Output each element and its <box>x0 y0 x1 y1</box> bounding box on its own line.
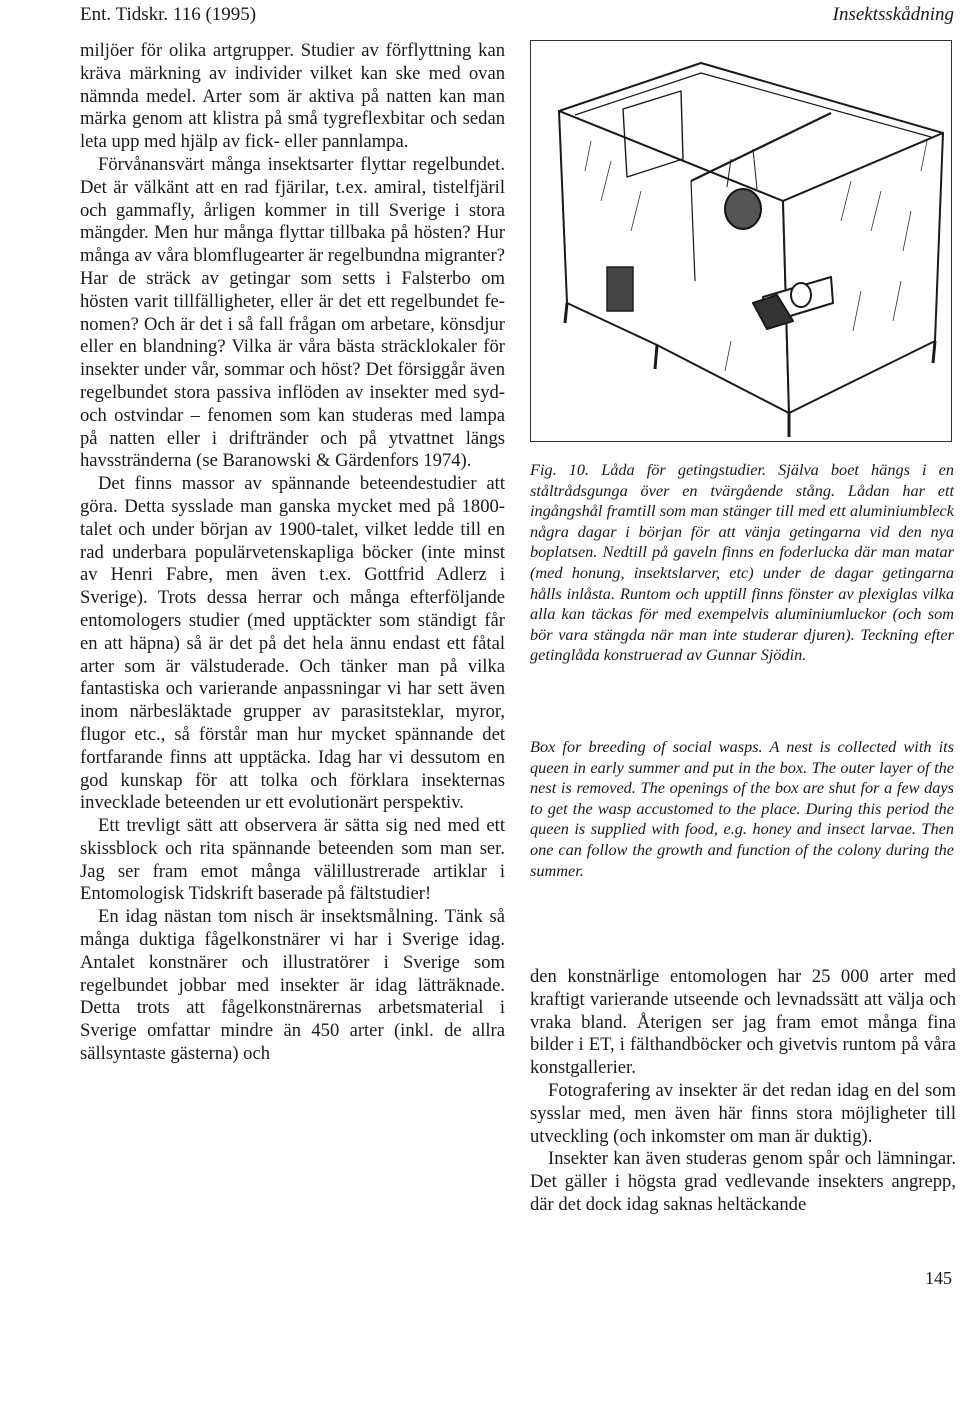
paragraph: Det finns massor av spännande beteendestudier att göra. Detta sysslade man ganska mycket med på 1800-talet och under början av 1900-talet, vilket ledde till en rad underbara populärvetenskapliga böcker (inte minst av Henri Fabre, men även t.ex. Gottfrid Adlerz i Sverige). Trots dessa herrar och många efterföljande entomologers studier (med upptäckter som ständigt får en att häpna) så är det på det hela ännu endast ett fåtal arter som är välstuderade. Och tänker man på vilka fantastiska och varierande anpassningar vi har sett även inom närbesläktade grupper av parasitsteklar, myror, flugor etc., så förstår man hur mycket spännande det fortfarande finns att upptäcka. Idag har vi dessutom en god kunskap för att tolka och förklara insekternas invecklade beteenden ur ett evolutionärt perspektiv. <box>80 473 505 814</box>
right-column <box>530 966 956 1217</box>
paragraph: Fotografering av insekter är det redan idag en del som sysslar med, men även här finns stora möjligheter till utveckling (och inkomster om man är duktig). <box>530 1079 956 1147</box>
box-leg <box>565 303 567 323</box>
left-column <box>80 40 505 1066</box>
box-leg <box>655 345 657 369</box>
box-front-face <box>559 111 789 413</box>
paragraph: den konstnärlige entomologen har 25 000 arter med kraftigt varierande utseende och levnadssätt att välja och vraka bland. Återigen ser jag fram emot många fina bilder i ET, i fälthandböcker och givetvis runtom på våra konstgallerier. <box>530 966 956 1079</box>
box-leg <box>933 341 935 363</box>
crossbar <box>691 113 831 181</box>
figure-caption-swedish: Fig. 10. Låda för getingstudier. Själva boet hängs i en ståltrådsgunga över en tvärgående stång. Lådan har ett ingångshål framtill som man stänger till med ett aluminiumbleck några dagar i början för att vänja getingarna vid den nya boplatsen. Nedtill på gaveln finns en foderlucka där man matar (med honung, insektslarver, etc) under de dagar getingarna hålls inlåsta. Runtom och upptill finns fönster av plexiglas vilka alla kan täckas för med exempelvis aluminiumluckor (och som bör vara stängda när man inte studerar djuren). Teckning efter getinglåda konstruerad av Gunnar Sjödin. <box>530 460 954 665</box>
wasp-box-illustration <box>531 41 953 443</box>
paragraph: Ett trevligt sätt att observera är sätta sig ned med ett skissblock och rita spännande beteenden som man ser. Jag ser fram emot många välillustrerade artiklar i Entomologisk Tidskrift baserade på fältstudier! <box>80 815 505 905</box>
feeding-hatch <box>607 267 633 311</box>
paragraph: miljöer för olika artgrupper. Studier av förflyttning kan kräva märkning av individer vilket kan ske med ovan nämnda medel. Arter som är aktiva på natten kan man märka genom att klistra på små tygreflexbitar och sedan leta upp med hjälp av fick- eller pannlampa. <box>80 40 505 153</box>
paragraph: Förvånansvärt många insektsarter flyttar regelbundet. Det är välkänt att en rad fjärilar, t.ex. amiral, tistelfjäril och gammafly, årligen kommer in till Sverige i stora mängder. Men hur många flyttar tillbaka på hösten? Hur många av våra blomflugearter är regelbundna migranter? Har de sträck av getingar som setts i Falsterbo om hösten varit tillfälligheter, eller är det ett regelbundet fenomen? Och är det i så fall frågan om arbetare, könsdjur eller en blandning? Vilka är våra bästa sträcklokaler för insekter under vår, sommar och höst? Det försiggår även regelbundet stora passiva inflöden av insekter med syd- och ostvindar – fenomen som kan studeras med lampa på natten eller i driftränder och på ytvattnet längs havsstränderna (se Baranowski & Gärdenfors 1974). <box>80 153 505 472</box>
page-number: 145 <box>925 1268 952 1288</box>
figure-wasp-box-drawing <box>530 40 952 442</box>
running-head-section: Insektsskådning <box>832 4 954 25</box>
figure-caption-english: Box for breeding of social wasps. A nest is collected with its queen in early summer and put in the box. The outer layer of the nest is removed. The openings of the box are shut for a few days to get the wasp accustomed to the place. During this period the queen is supplied with food, e.g. honey and insect larvae. Then one can follow the growth and function of the colony during the summer. <box>530 737 954 880</box>
paragraph: En idag nästan tom nisch är insektsmålning. Tänk så många duktiga fågelkonstnärer vi har i Sverige idag. Antalet konstnärer och illustratörer i Sverige som regelbundet jobbar med insekter är idag lätträknade. Detta trots att fågelkonstnärernas arbetsmaterial i Sverige omfattar mindre än 450 arter (inkl. de allra sällsyntaste gästerna) och <box>80 906 505 1065</box>
paragraph: Insekter kan även studeras genom spår och lämningar. Det gäller i högsta grad vedlevande insekters angrepp, där det dock idag saknas heltäckande <box>530 1148 956 1215</box>
box-side-face <box>783 133 943 413</box>
running-head-journal: Ent. Tidskr. 116 (1995) <box>80 4 257 25</box>
nest <box>725 189 761 229</box>
